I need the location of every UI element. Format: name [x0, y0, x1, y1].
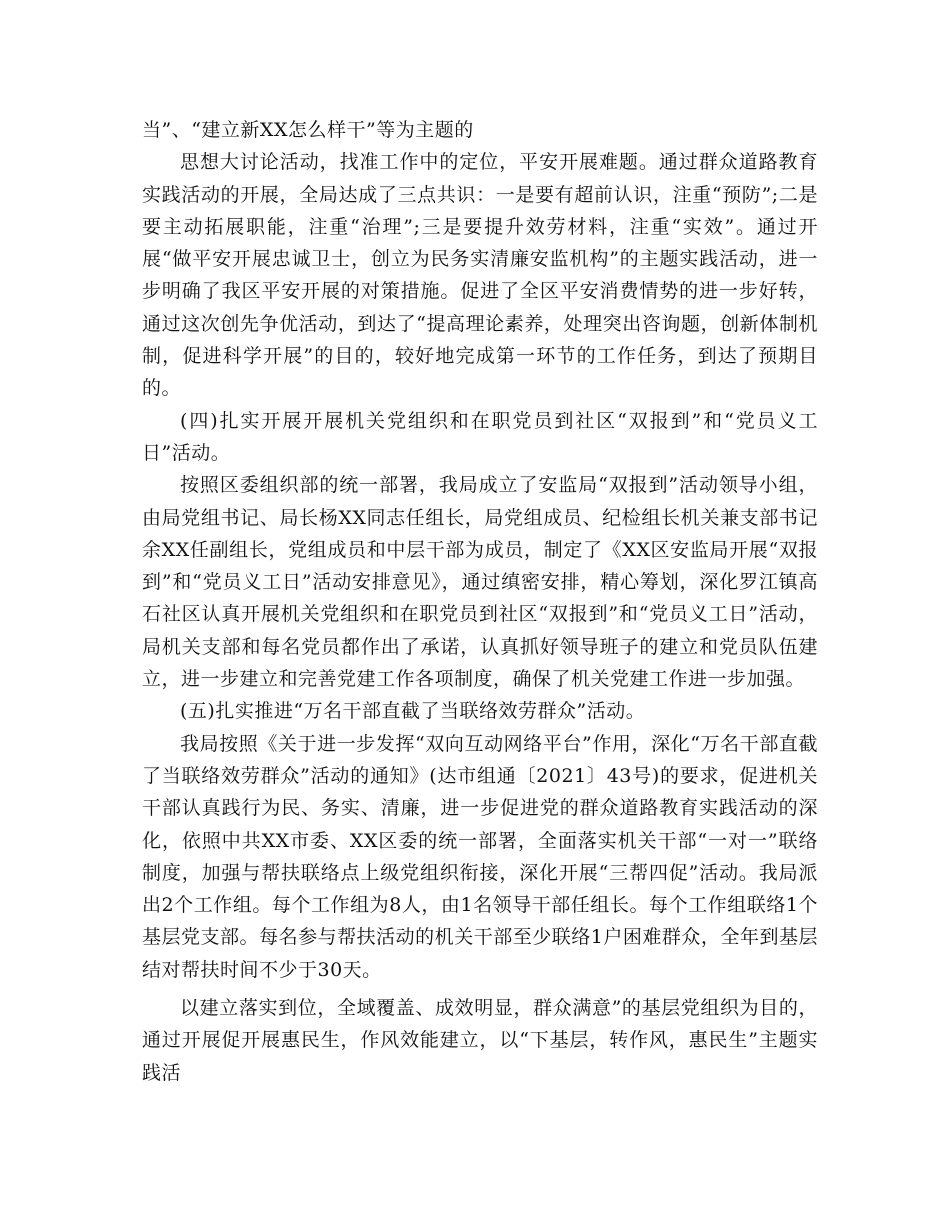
paragraph-discussion: 思想大讨论活动，找准工作中的定位，平安开展难题。通过群众道路教育实践活动的开展，全局达成了三点共识：一是要有超前认识，注重“预防”;二是要主动拓展职能，注重“治理”;三是要提升效劳材料，注重“实效”。通过开展“做平安开展忠诚卫士，创立为民务实清廉安监机构”的主题实践活动，进一步明确了我区平安开展的对策措施。促进了全区平安消费情势的进一步好转，通过这次创先争优活动，到达了“提高理论素养，处理突出咨询题，创新体制机制，促进科学开展”的目的，较好地完成第一环节的工作任务，到达了预期目的。 [142, 151, 818, 400]
section-heading-four: (四)扎实开展开展机关党组织和在职党员到社区“双报到”和“党员义工日”活动。 [142, 409, 818, 464]
paragraph-liaison: 我局按照《关于进一步发挥“双向互动网络平台”作用，深化“万名干部直截了当联络效劳群众”活动的通知》(达市组通〔2021〕43号)的要求，促进机关干部认真践行为民、务实、清廉，进一步促进党的群众道路教育实践活动的深化，依照中共XX市委、XX区委的统一部署，全面落实机关干部“一对一”联络制度，加强与帮扶联络点上级党组织衔接，深化开展“三帮四促”活动。我局派出2个工作组。每个工作组为8人，由1名领导干部任组长。每个工作组联络1个基层党支部。每名参与帮扶活动的机关干部至少联络1户困难群众，全年到基层结对帮扶时间不少于30天。 [142, 732, 818, 981]
paragraph-grassroots: 以建立落实到位，全域覆盖、成效明显，群众满意”的基层党组织为目的，通过开展促开展惠民生，作风效能建立，以“下基层，转作风，惠民生”主题实践活 [142, 997, 818, 1084]
paragraph-dual-report: 按照区委组织部的统一部署，我局成立了安监局“双报到”活动领导小组，由局党组书记、局长杨XX同志任组长，局党组成员、纪检组长机关兼支部书记余XX任副组长，党组成员和中层干部为成员，制定了《XX区安监局开展“双报到”和“党员义工日”活动安排意见》，通过缜密安排，精心筹划，深化罗江镇高石社区认真开展机关党组织和在职党员到社区“双报到”和“党员义工日”活动，局机关支部和每名党员都作出了承诺，认真抓好领导班子的建立和党员队伍建立，进一步建立和完善党建工作各项制度，确保了机关党建工作进一步加强。 [142, 474, 818, 691]
section-heading-five: (五)扎实推进“万名干部直截了当联络效劳群众”活动。 [180, 700, 646, 723]
document-body [142, 114, 818, 1089]
paragraph-continuation: 当”、“建立新XX怎么样干”等为主题的 [142, 119, 474, 141]
